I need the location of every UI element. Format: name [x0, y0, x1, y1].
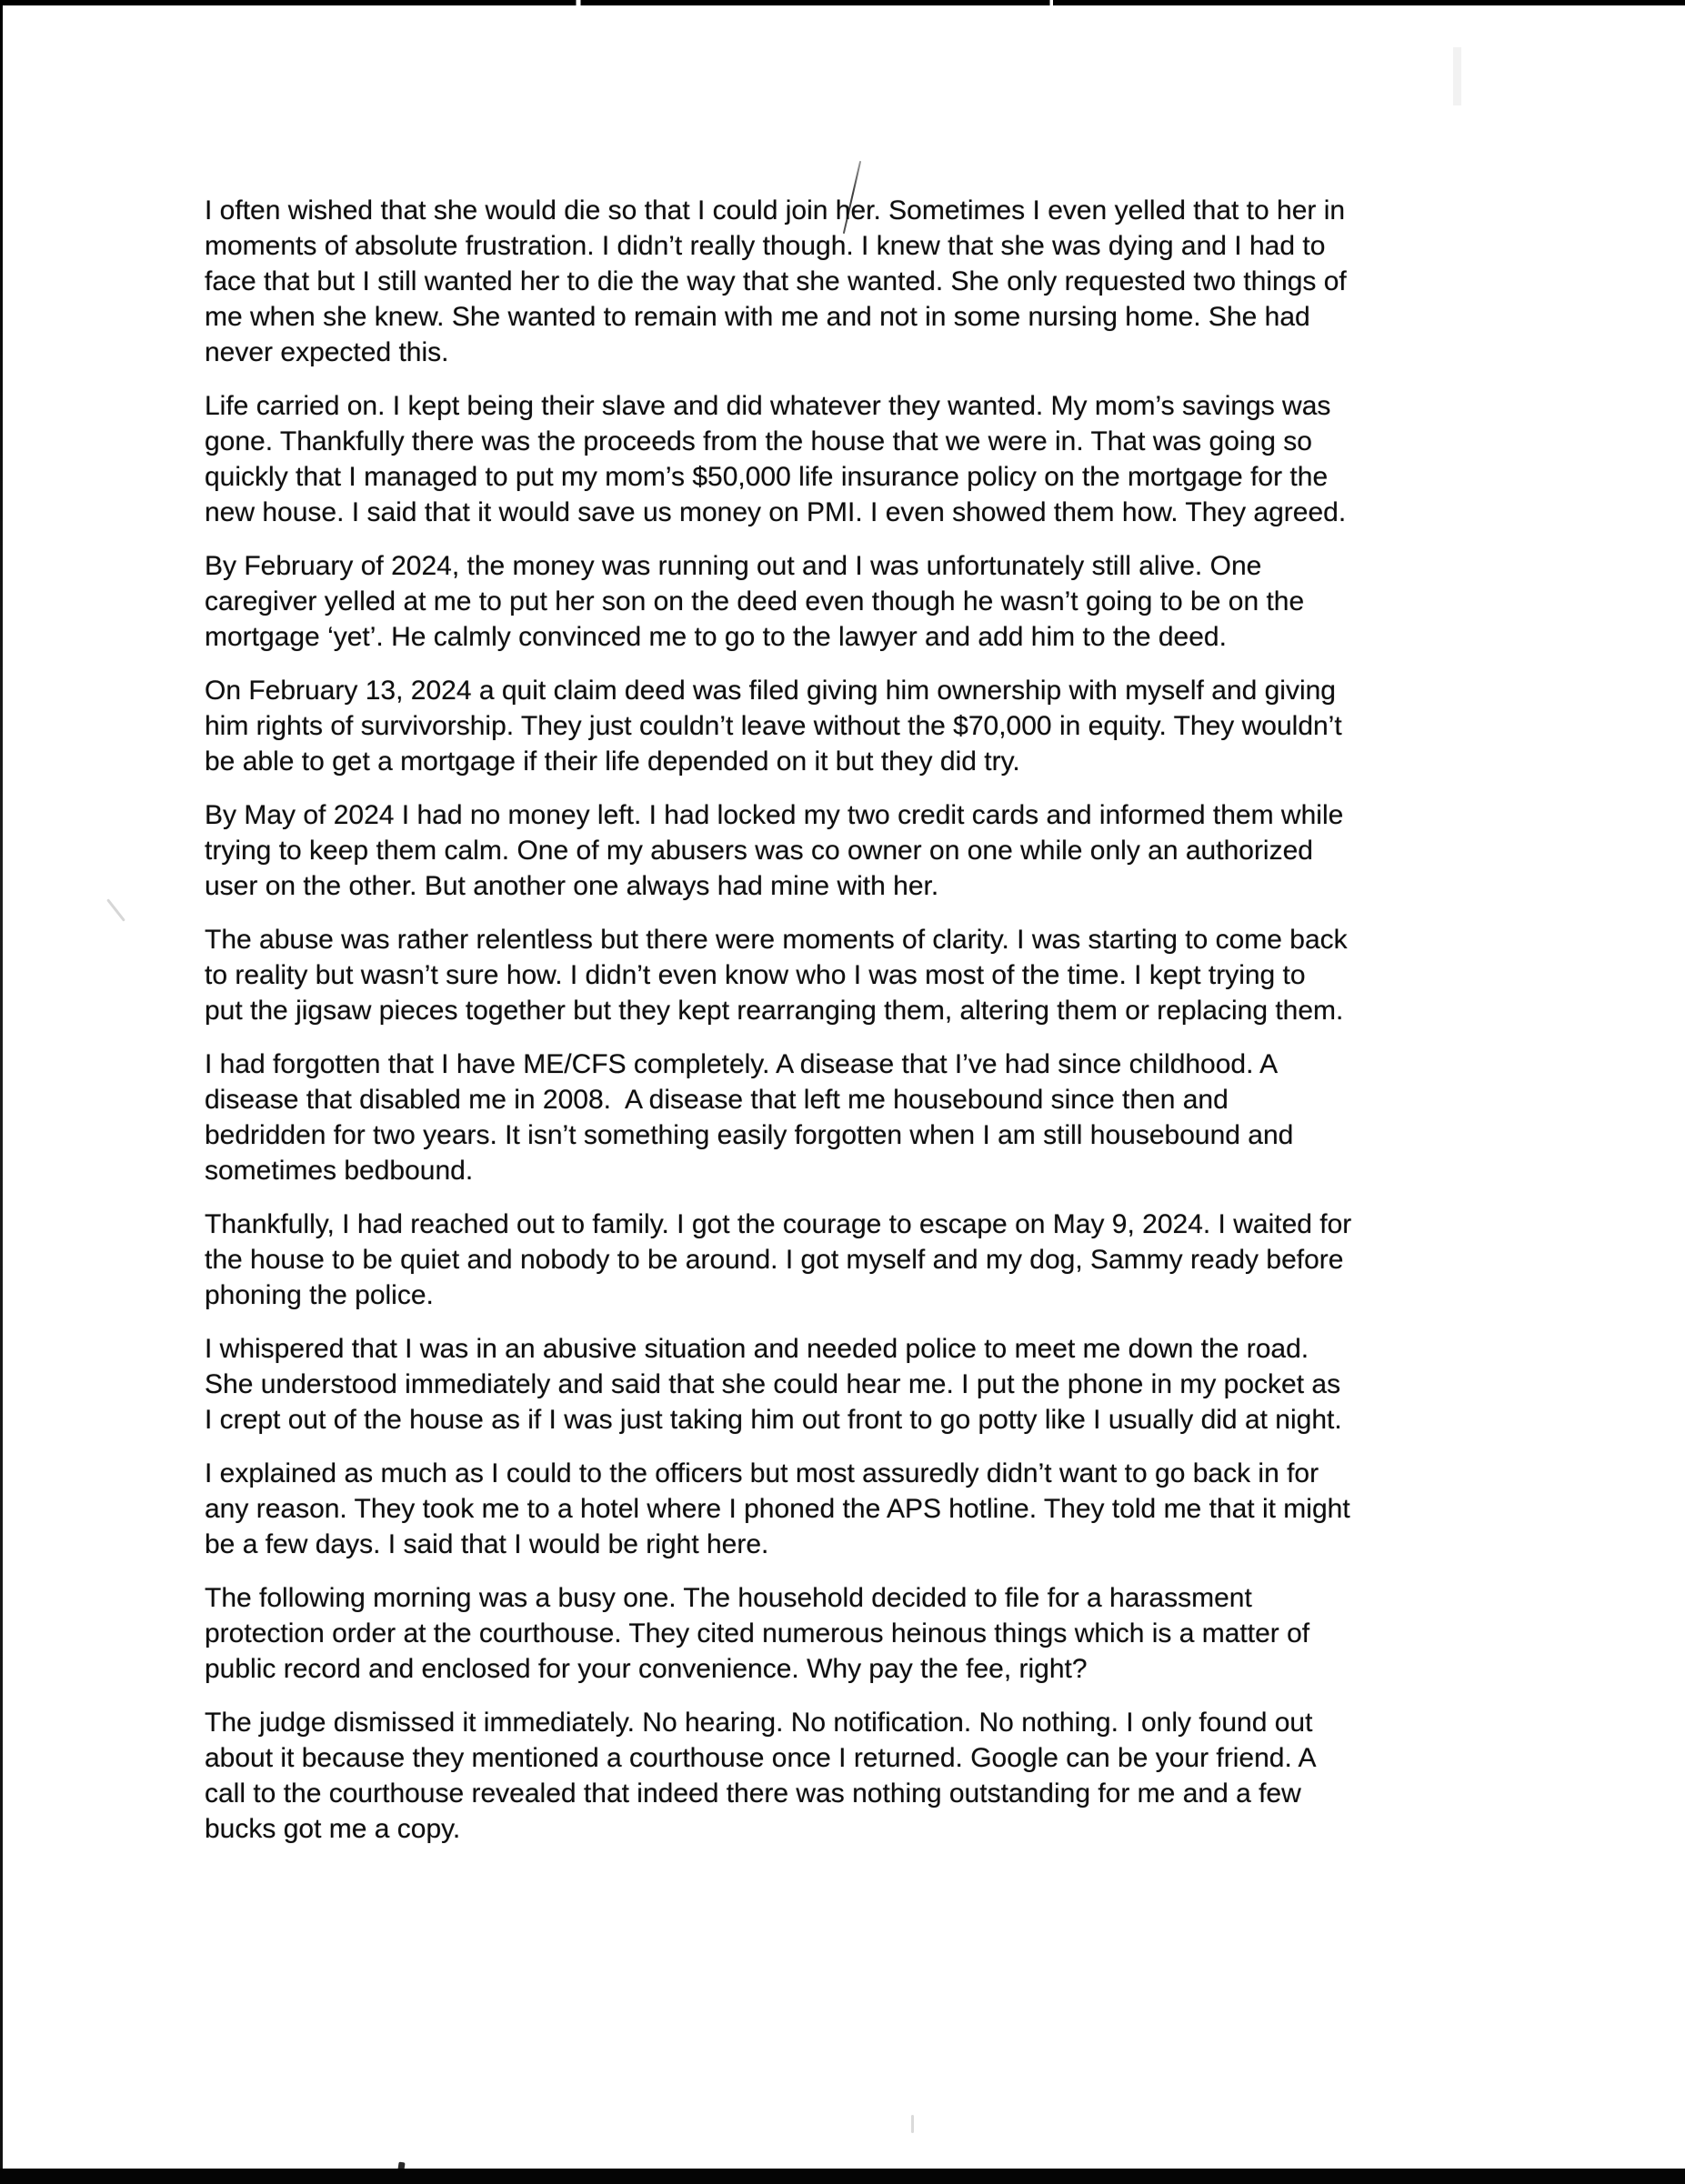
text-line: On February 13, 2024 a quit claim deed was filed giving him ownership with myself and giving — [205, 676, 1336, 706]
text-line: Life carried on. I kept being their slave and did whatever they wanted. My mom’s savings was — [205, 391, 1331, 421]
text-line: Thankfully, I had reached out to family. I got the courage to escape on May 9, 2024. I waited for — [205, 1209, 1352, 1239]
text-line: phoning the police. — [205, 1280, 434, 1310]
text-line: trying to keep them calm. One of my abusers was co owner on one while only an authorized — [205, 836, 1313, 866]
text-line: me when she knew. She wanted to remain with me and not in some nursing home. She had — [205, 302, 1310, 332]
paragraph — [205, 1580, 1505, 1687]
text-line: The abuse was rather relentless but there were moments of clarity. I was starting to come back — [205, 925, 1348, 955]
scan-smudge-bottom — [911, 2115, 914, 2133]
top-edge-scan-bar — [0, 0, 1685, 5]
paragraph — [205, 673, 1505, 779]
text-line: bedridden for two years. It isn’t something easily forgotten when I am still housebound and — [205, 1120, 1294, 1150]
bottom-edge-scan-bar — [0, 2169, 1685, 2184]
paragraph — [205, 1705, 1505, 1847]
text-line: quickly that I managed to put my mom’s $50,000 life insurance policy on the mortgage for the — [205, 462, 1329, 492]
text-line: She understood immediately and said that she could hear me. I put the phone in my pocket as — [205, 1369, 1341, 1399]
text-line: The following morning was a busy one. The household decided to file for a harassment — [205, 1583, 1252, 1613]
text-line: the house to be quiet and nobody to be around. I got myself and my dog, Sammy ready before — [205, 1245, 1344, 1275]
paragraph — [205, 193, 1505, 370]
scan-smudge-top-right — [1453, 47, 1461, 105]
paragraph — [205, 548, 1505, 655]
text-line: call to the courthouse revealed that indeed there was nothing outstanding for me and a few — [205, 1778, 1301, 1808]
scan-smudge-left-margin — [106, 898, 125, 921]
text-line: to reality but wasn’t sure how. I didn’t even know who I was most of the time. I kept trying to — [205, 960, 1306, 990]
text-line: user on the other. But another one always had mine with her. — [205, 871, 939, 901]
text-line: public record and enclosed for your convenience. Why pay the fee, right? — [205, 1654, 1088, 1684]
text-line: be a few days. I said that I would be right here. — [205, 1529, 769, 1559]
text-line: any reason. They took me to a hotel where I phoned the APS hotline. They told me that it might — [205, 1494, 1350, 1524]
text-line: By February of 2024, the money was running out and I was unfortunately still alive. One — [205, 551, 1262, 581]
text-line: face that but I still wanted her to die the way that she wanted. She only requested two things of — [205, 266, 1347, 296]
left-edge-scan-line — [0, 0, 3, 2184]
text-line: gone. Thankfully there was the proceeds from the house that we were in. That was going so — [205, 426, 1312, 456]
text-line: The judge dismissed it immediately. No hearing. No notification. No nothing. I only found out — [205, 1708, 1313, 1738]
text-line: never expected this. — [205, 337, 449, 367]
paragraph — [205, 1207, 1505, 1313]
text-line: new house. I said that it would save us money on PMI. I even showed them how. They agreed. — [205, 497, 1347, 527]
text-line: I crept out of the house as if I was just taking him out front to go potty like I usually did at night. — [205, 1405, 1342, 1435]
text-line: mortgage ‘yet’. He calmly convinced me to go to the lawyer and add him to the deed. — [205, 622, 1227, 652]
text-line: about it because they mentioned a courthouse once I returned. Google can be your friend. A — [205, 1743, 1317, 1773]
text-line: I often wished that she would die so that I could join her. Sometimes I even yelled that to her in — [205, 195, 1346, 225]
text-line: I whispered that I was in an abusive situation and needed police to meet me down the road. — [205, 1334, 1309, 1364]
paragraph — [205, 1047, 1505, 1188]
text-line: I explained as much as I could to the officers but most assuredly didn’t want to go back in for — [205, 1458, 1319, 1488]
paragraph — [205, 1456, 1505, 1562]
paragraph — [205, 797, 1505, 904]
paragraph — [205, 388, 1505, 530]
text-line: caregiver yelled at me to put her son on the deed even though he wasn’t going to be on the — [205, 586, 1305, 616]
paragraph — [205, 1331, 1505, 1438]
paragraph — [205, 922, 1505, 1028]
text-line: put the jigsaw pieces together but they kept rearranging them, altering them or replacing them. — [205, 996, 1344, 1026]
text-line: him rights of survivorship. They just couldn’t leave without the $70,000 in equity. They wouldn’t — [205, 711, 1342, 741]
text-line: sometimes bedbound. — [205, 1156, 474, 1186]
text-line: disease that disabled me in 2008. A disease that left me housebound since then and — [205, 1085, 1229, 1115]
text-block — [205, 193, 1505, 1865]
text-line: I had forgotten that I have ME/CFS completely. A disease that I’ve had since childhood. A — [205, 1049, 1279, 1079]
text-line: moments of absolute frustration. I didn’t really though. I knew that she was dying and I had to — [205, 231, 1326, 261]
text-line: be able to get a mortgage if their life depended on it but they did try. — [205, 746, 1020, 776]
text-line: By May of 2024 I had no money left. I had locked my two credit cards and informed them while — [205, 800, 1344, 830]
text-line: bucks got me a copy. — [205, 1814, 461, 1844]
text-line: protection order at the courthouse. They cited numerous heinous things which is a matter of — [205, 1618, 1310, 1648]
